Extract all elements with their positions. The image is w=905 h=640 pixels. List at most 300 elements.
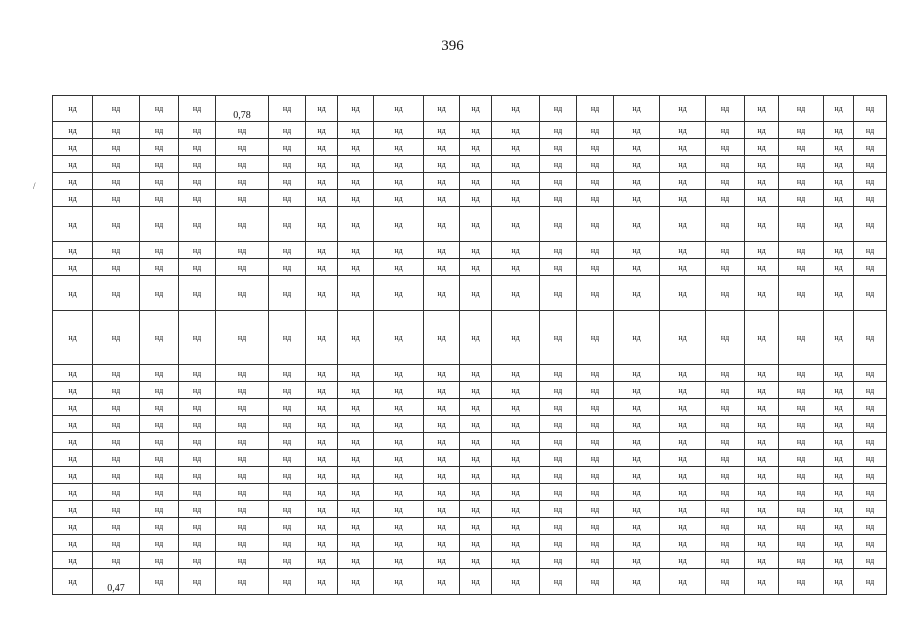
table-cell: нд bbox=[338, 173, 374, 190]
table-cell: нд bbox=[374, 433, 424, 450]
table-cell: нд bbox=[660, 518, 706, 535]
table-cell: нд bbox=[706, 365, 745, 382]
table-cell: нд bbox=[745, 399, 779, 416]
table-cell: нд bbox=[540, 190, 577, 207]
table-cell: нд bbox=[374, 259, 424, 276]
table-cell: нд bbox=[745, 501, 779, 518]
table-cell: 0,78 bbox=[216, 96, 269, 122]
table-cell: нд bbox=[460, 501, 492, 518]
table-cell: нд bbox=[779, 365, 824, 382]
table-cell: нд bbox=[269, 156, 306, 173]
table-cell: нд bbox=[577, 416, 614, 433]
table-cell: нд bbox=[374, 382, 424, 399]
table-cell: нд bbox=[660, 552, 706, 569]
table-cell: нд bbox=[140, 569, 179, 595]
table-cell: нд bbox=[53, 139, 93, 156]
table-cell: нд bbox=[854, 450, 887, 467]
table-cell: нд bbox=[577, 467, 614, 484]
table-cell: нд bbox=[179, 311, 216, 365]
table-cell: нд bbox=[854, 399, 887, 416]
table-cell: нд bbox=[338, 569, 374, 595]
table-cell: нд bbox=[140, 467, 179, 484]
table-cell: нд bbox=[660, 259, 706, 276]
table-cell: нд bbox=[824, 450, 854, 467]
table-cell: нд bbox=[374, 365, 424, 382]
table-cell: нд bbox=[577, 207, 614, 242]
table-cell: нд bbox=[779, 433, 824, 450]
table-row bbox=[53, 501, 887, 518]
table-cell: нд bbox=[93, 484, 140, 501]
table-cell: нд bbox=[269, 569, 306, 595]
table-cell: нд bbox=[706, 259, 745, 276]
table-cell: нд bbox=[706, 156, 745, 173]
table-cell: нд bbox=[540, 207, 577, 242]
table-cell: нд bbox=[577, 484, 614, 501]
table-row bbox=[53, 207, 887, 242]
table-cell: нд bbox=[540, 96, 577, 122]
table-cell: нд bbox=[269, 139, 306, 156]
table-cell: нд bbox=[854, 259, 887, 276]
table-cell: нд bbox=[660, 173, 706, 190]
table-cell: нд bbox=[745, 173, 779, 190]
table-cell: нд bbox=[179, 535, 216, 552]
table-cell: нд bbox=[460, 96, 492, 122]
table-cell: нд bbox=[269, 450, 306, 467]
table-cell: нд bbox=[460, 156, 492, 173]
table-cell: нд bbox=[706, 467, 745, 484]
table-cell: нд bbox=[779, 276, 824, 311]
table-cell: нд bbox=[93, 450, 140, 467]
table-cell: нд bbox=[338, 535, 374, 552]
table-cell: нд bbox=[540, 365, 577, 382]
table-cell: нд bbox=[577, 433, 614, 450]
table-cell: нд bbox=[745, 450, 779, 467]
table-cell: нд bbox=[179, 122, 216, 139]
table-cell: нд bbox=[540, 484, 577, 501]
table-cell: нд bbox=[492, 156, 540, 173]
table-cell: нд bbox=[540, 467, 577, 484]
table-cell: нд bbox=[53, 433, 93, 450]
table-cell: нд bbox=[338, 365, 374, 382]
table-cell: нд bbox=[374, 484, 424, 501]
table-cell: нд bbox=[854, 552, 887, 569]
table-cell: нд bbox=[179, 242, 216, 259]
table-cell: нд bbox=[216, 467, 269, 484]
table-cell: нд bbox=[93, 242, 140, 259]
table-cell: нд bbox=[374, 276, 424, 311]
table-cell: нд bbox=[374, 535, 424, 552]
table-cell: нд bbox=[424, 122, 460, 139]
table-cell: нд bbox=[779, 399, 824, 416]
table-cell: нд bbox=[779, 242, 824, 259]
table-row bbox=[53, 399, 887, 416]
table-cell: нд bbox=[614, 276, 660, 311]
table-cell: нд bbox=[706, 190, 745, 207]
table-cell: нд bbox=[779, 535, 824, 552]
table-cell: нд bbox=[492, 242, 540, 259]
table-cell: нд bbox=[93, 399, 140, 416]
table-cell: нд bbox=[745, 484, 779, 501]
table-cell: нд bbox=[179, 484, 216, 501]
table-cell: нд bbox=[854, 484, 887, 501]
table-cell: нд bbox=[779, 382, 824, 399]
table-cell: нд bbox=[824, 259, 854, 276]
table-cell: нд bbox=[269, 173, 306, 190]
table-cell: нд bbox=[374, 552, 424, 569]
table-cell: нд bbox=[492, 450, 540, 467]
table-cell: нд bbox=[53, 122, 93, 139]
table-cell: нд bbox=[374, 242, 424, 259]
table-cell: нд bbox=[306, 433, 338, 450]
table-cell: нд bbox=[306, 399, 338, 416]
table-cell: нд bbox=[140, 535, 179, 552]
table-cell: 0,47 bbox=[93, 569, 140, 595]
table-cell: нд bbox=[374, 518, 424, 535]
table-cell: нд bbox=[492, 311, 540, 365]
table-cell: нд bbox=[306, 569, 338, 595]
table-cell: нд bbox=[306, 207, 338, 242]
table-cell: нд bbox=[140, 501, 179, 518]
table-cell: нд bbox=[53, 484, 93, 501]
table-cell: нд bbox=[540, 242, 577, 259]
table-cell: нд bbox=[179, 552, 216, 569]
table-cell: нд bbox=[93, 156, 140, 173]
table-cell: нд bbox=[338, 382, 374, 399]
table-cell: нд bbox=[140, 96, 179, 122]
table-cell: нд bbox=[854, 535, 887, 552]
table-cell: нд bbox=[779, 416, 824, 433]
table-cell: нд bbox=[779, 207, 824, 242]
table-cell: нд bbox=[779, 96, 824, 122]
table-cell: нд bbox=[93, 518, 140, 535]
table-cell: нд bbox=[179, 467, 216, 484]
table-cell: нд bbox=[824, 518, 854, 535]
table-cell: нд bbox=[93, 122, 140, 139]
table-cell: нд bbox=[460, 365, 492, 382]
table-cell: нд bbox=[338, 259, 374, 276]
table-cell: нд bbox=[660, 276, 706, 311]
table-row bbox=[53, 242, 887, 259]
table-cell: нд bbox=[745, 416, 779, 433]
table-cell: нд bbox=[614, 518, 660, 535]
table-cell: нд bbox=[706, 399, 745, 416]
table-cell: нд bbox=[540, 259, 577, 276]
table-cell: нд bbox=[179, 190, 216, 207]
table-cell: нд bbox=[374, 190, 424, 207]
table-cell: нд bbox=[577, 190, 614, 207]
table-cell: нд bbox=[460, 259, 492, 276]
table-cell: нд bbox=[93, 96, 140, 122]
table-cell: нд bbox=[660, 311, 706, 365]
table-cell: нд bbox=[660, 365, 706, 382]
table-cell: нд bbox=[179, 276, 216, 311]
table-cell: нд bbox=[140, 518, 179, 535]
table-cell: нд bbox=[779, 518, 824, 535]
table-cell: нд bbox=[824, 467, 854, 484]
table-cell: нд bbox=[824, 416, 854, 433]
table-cell: нд bbox=[492, 96, 540, 122]
table-cell: нд bbox=[306, 484, 338, 501]
table-cell: нд bbox=[306, 122, 338, 139]
table-cell: нд bbox=[824, 207, 854, 242]
table-cell: нд bbox=[53, 552, 93, 569]
table-row bbox=[53, 416, 887, 433]
table-cell: нд bbox=[93, 501, 140, 518]
table-cell: нд bbox=[424, 365, 460, 382]
table-cell: нд bbox=[53, 173, 93, 190]
table-cell: нд bbox=[824, 96, 854, 122]
table-cell: нд bbox=[614, 173, 660, 190]
table-cell: нд bbox=[424, 467, 460, 484]
table-cell: нд bbox=[93, 207, 140, 242]
table-cell: нд bbox=[338, 450, 374, 467]
table-cell: нд bbox=[577, 122, 614, 139]
table-cell: нд bbox=[824, 190, 854, 207]
table-cell: нд bbox=[614, 259, 660, 276]
table-cell: нд bbox=[854, 276, 887, 311]
table-cell: нд bbox=[706, 535, 745, 552]
table-cell: нд bbox=[460, 484, 492, 501]
table-cell: нд bbox=[53, 156, 93, 173]
table-cell: нд bbox=[706, 382, 745, 399]
table-cell: нд bbox=[216, 173, 269, 190]
table-cell: нд bbox=[706, 311, 745, 365]
table-cell: нд bbox=[179, 433, 216, 450]
table-cell: нд bbox=[706, 139, 745, 156]
table-row bbox=[53, 365, 887, 382]
table-cell: нд bbox=[824, 399, 854, 416]
table-row bbox=[53, 518, 887, 535]
table-cell: нд bbox=[53, 365, 93, 382]
table-cell: нд bbox=[306, 365, 338, 382]
table-cell: нд bbox=[824, 382, 854, 399]
table-cell: нд bbox=[614, 433, 660, 450]
table-cell: нд bbox=[540, 382, 577, 399]
page-number: 396 bbox=[441, 38, 464, 54]
table-cell: нд bbox=[706, 518, 745, 535]
table-row bbox=[53, 96, 887, 122]
table-cell: нд bbox=[824, 242, 854, 259]
table-cell: нд bbox=[824, 311, 854, 365]
table-cell: нд bbox=[216, 276, 269, 311]
table-cell: нд bbox=[660, 190, 706, 207]
table-cell: нд bbox=[140, 207, 179, 242]
table-cell: нд bbox=[660, 569, 706, 595]
table-cell: нд bbox=[53, 467, 93, 484]
table-cell: нд bbox=[854, 416, 887, 433]
table-cell: нд bbox=[424, 382, 460, 399]
table-cell: нд bbox=[216, 535, 269, 552]
table-cell: нд bbox=[706, 207, 745, 242]
table-cell: нд bbox=[460, 433, 492, 450]
table-cell: нд bbox=[216, 365, 269, 382]
table-row bbox=[53, 122, 887, 139]
table-cell: нд bbox=[540, 552, 577, 569]
data-table bbox=[52, 95, 887, 595]
table-cell: нд bbox=[824, 552, 854, 569]
table-cell: нд bbox=[306, 450, 338, 467]
table-cell: нд bbox=[745, 467, 779, 484]
table-cell: нд bbox=[614, 190, 660, 207]
table-cell: нд bbox=[706, 450, 745, 467]
table-cell: нд bbox=[216, 416, 269, 433]
table-cell: нд bbox=[374, 501, 424, 518]
table-cell: нд bbox=[745, 122, 779, 139]
table-cell: нд bbox=[854, 207, 887, 242]
table-cell: нд bbox=[779, 156, 824, 173]
table-cell: нд bbox=[93, 139, 140, 156]
table-row bbox=[53, 156, 887, 173]
table-cell: нд bbox=[492, 501, 540, 518]
table-cell: нд bbox=[374, 96, 424, 122]
table-cell: нд bbox=[745, 535, 779, 552]
table-cell: нд bbox=[306, 173, 338, 190]
table-cell: нд bbox=[424, 450, 460, 467]
table-cell: нд bbox=[577, 450, 614, 467]
table-cell: нд bbox=[424, 433, 460, 450]
table-cell: нд bbox=[614, 416, 660, 433]
table-cell: нд bbox=[614, 156, 660, 173]
table-cell: нд bbox=[338, 501, 374, 518]
table-cell: нд bbox=[140, 190, 179, 207]
table-cell: нд bbox=[854, 518, 887, 535]
table-cell: нд bbox=[53, 382, 93, 399]
table-cell: нд bbox=[179, 382, 216, 399]
table-cell: нд bbox=[577, 365, 614, 382]
table-cell: нд bbox=[492, 552, 540, 569]
table-cell: нд bbox=[216, 207, 269, 242]
table-cell: нд bbox=[706, 484, 745, 501]
table-cell: нд bbox=[577, 276, 614, 311]
table-cell: нд bbox=[779, 552, 824, 569]
table-cell: нд bbox=[269, 501, 306, 518]
table-row bbox=[53, 433, 887, 450]
table-cell: нд bbox=[614, 535, 660, 552]
table-cell: нд bbox=[93, 311, 140, 365]
table-cell: нд bbox=[745, 276, 779, 311]
table-cell: нд bbox=[140, 382, 179, 399]
table-cell: нд bbox=[460, 552, 492, 569]
table-cell: нд bbox=[269, 518, 306, 535]
table-row bbox=[53, 139, 887, 156]
table-cell: нд bbox=[140, 173, 179, 190]
table-cell: нд bbox=[269, 242, 306, 259]
table-cell: нд bbox=[460, 173, 492, 190]
table-cell: нд bbox=[706, 242, 745, 259]
table-cell: нд bbox=[306, 190, 338, 207]
table-cell: нд bbox=[706, 173, 745, 190]
table-cell: нд bbox=[577, 518, 614, 535]
table-cell: нд bbox=[854, 242, 887, 259]
table-cell: нд bbox=[306, 416, 338, 433]
table-cell: нд bbox=[306, 139, 338, 156]
table-cell: нд bbox=[577, 173, 614, 190]
table-cell: нд bbox=[614, 96, 660, 122]
table-cell: нд bbox=[614, 382, 660, 399]
table-cell: нд bbox=[179, 96, 216, 122]
table-cell: нд bbox=[492, 382, 540, 399]
table-cell: нд bbox=[577, 501, 614, 518]
table-cell: нд bbox=[745, 139, 779, 156]
table-cell: нд bbox=[779, 122, 824, 139]
table-cell: нд bbox=[540, 173, 577, 190]
table-cell: нд bbox=[269, 276, 306, 311]
table-cell: нд bbox=[216, 190, 269, 207]
table-cell: нд bbox=[93, 365, 140, 382]
table-cell: нд bbox=[424, 276, 460, 311]
table-cell: нд bbox=[374, 207, 424, 242]
table-cell: нд bbox=[216, 311, 269, 365]
table-cell: нд bbox=[745, 190, 779, 207]
table-cell: нд bbox=[269, 484, 306, 501]
table-cell: нд bbox=[216, 569, 269, 595]
table-cell: нд bbox=[374, 156, 424, 173]
table-cell: нд bbox=[269, 207, 306, 242]
table-cell: нд bbox=[706, 433, 745, 450]
table-cell: нд bbox=[53, 311, 93, 365]
table-cell: нд bbox=[424, 259, 460, 276]
table-cell: нд bbox=[824, 484, 854, 501]
table-cell: нд bbox=[706, 416, 745, 433]
table-cell: нд bbox=[179, 259, 216, 276]
table-cell: нд bbox=[492, 399, 540, 416]
table-cell: нд bbox=[660, 535, 706, 552]
table-cell: нд bbox=[374, 173, 424, 190]
table-cell: нд bbox=[492, 433, 540, 450]
table-cell: нд bbox=[424, 190, 460, 207]
table-row bbox=[53, 569, 887, 595]
table-cell: нд bbox=[745, 311, 779, 365]
table-cell: нд bbox=[53, 242, 93, 259]
table-cell: нд bbox=[179, 139, 216, 156]
table-cell: нд bbox=[706, 552, 745, 569]
table-cell: нд bbox=[338, 96, 374, 122]
table-cell: нд bbox=[374, 399, 424, 416]
table-cell: нд bbox=[306, 382, 338, 399]
table-cell: нд bbox=[614, 501, 660, 518]
table-cell: нд bbox=[540, 501, 577, 518]
table-cell: нд bbox=[424, 173, 460, 190]
table-cell: нд bbox=[53, 399, 93, 416]
table-cell: нд bbox=[140, 311, 179, 365]
table-cell: нд bbox=[216, 450, 269, 467]
table-cell: нд bbox=[492, 467, 540, 484]
table-cell: нд bbox=[540, 433, 577, 450]
table-cell: нд bbox=[660, 450, 706, 467]
table-cell: нд bbox=[745, 365, 779, 382]
table-cell: нд bbox=[93, 535, 140, 552]
table-cell: нд bbox=[540, 450, 577, 467]
table-cell: нд bbox=[492, 416, 540, 433]
table-cell: нд bbox=[306, 96, 338, 122]
table-cell: нд bbox=[824, 173, 854, 190]
stray-mark: / bbox=[33, 181, 36, 191]
table-cell: нд bbox=[93, 552, 140, 569]
table-cell: нд bbox=[540, 569, 577, 595]
table-cell: нд bbox=[492, 365, 540, 382]
table-cell: нд bbox=[614, 569, 660, 595]
table-cell: нд bbox=[660, 467, 706, 484]
table-cell: нд bbox=[338, 518, 374, 535]
table-cell: нд bbox=[660, 484, 706, 501]
table-cell: нд bbox=[854, 156, 887, 173]
table-cell: нд bbox=[338, 242, 374, 259]
table-cell: нд bbox=[269, 122, 306, 139]
table-cell: нд bbox=[460, 467, 492, 484]
table-cell: нд bbox=[492, 122, 540, 139]
table-cell: нд bbox=[492, 190, 540, 207]
table-cell: нд bbox=[614, 399, 660, 416]
